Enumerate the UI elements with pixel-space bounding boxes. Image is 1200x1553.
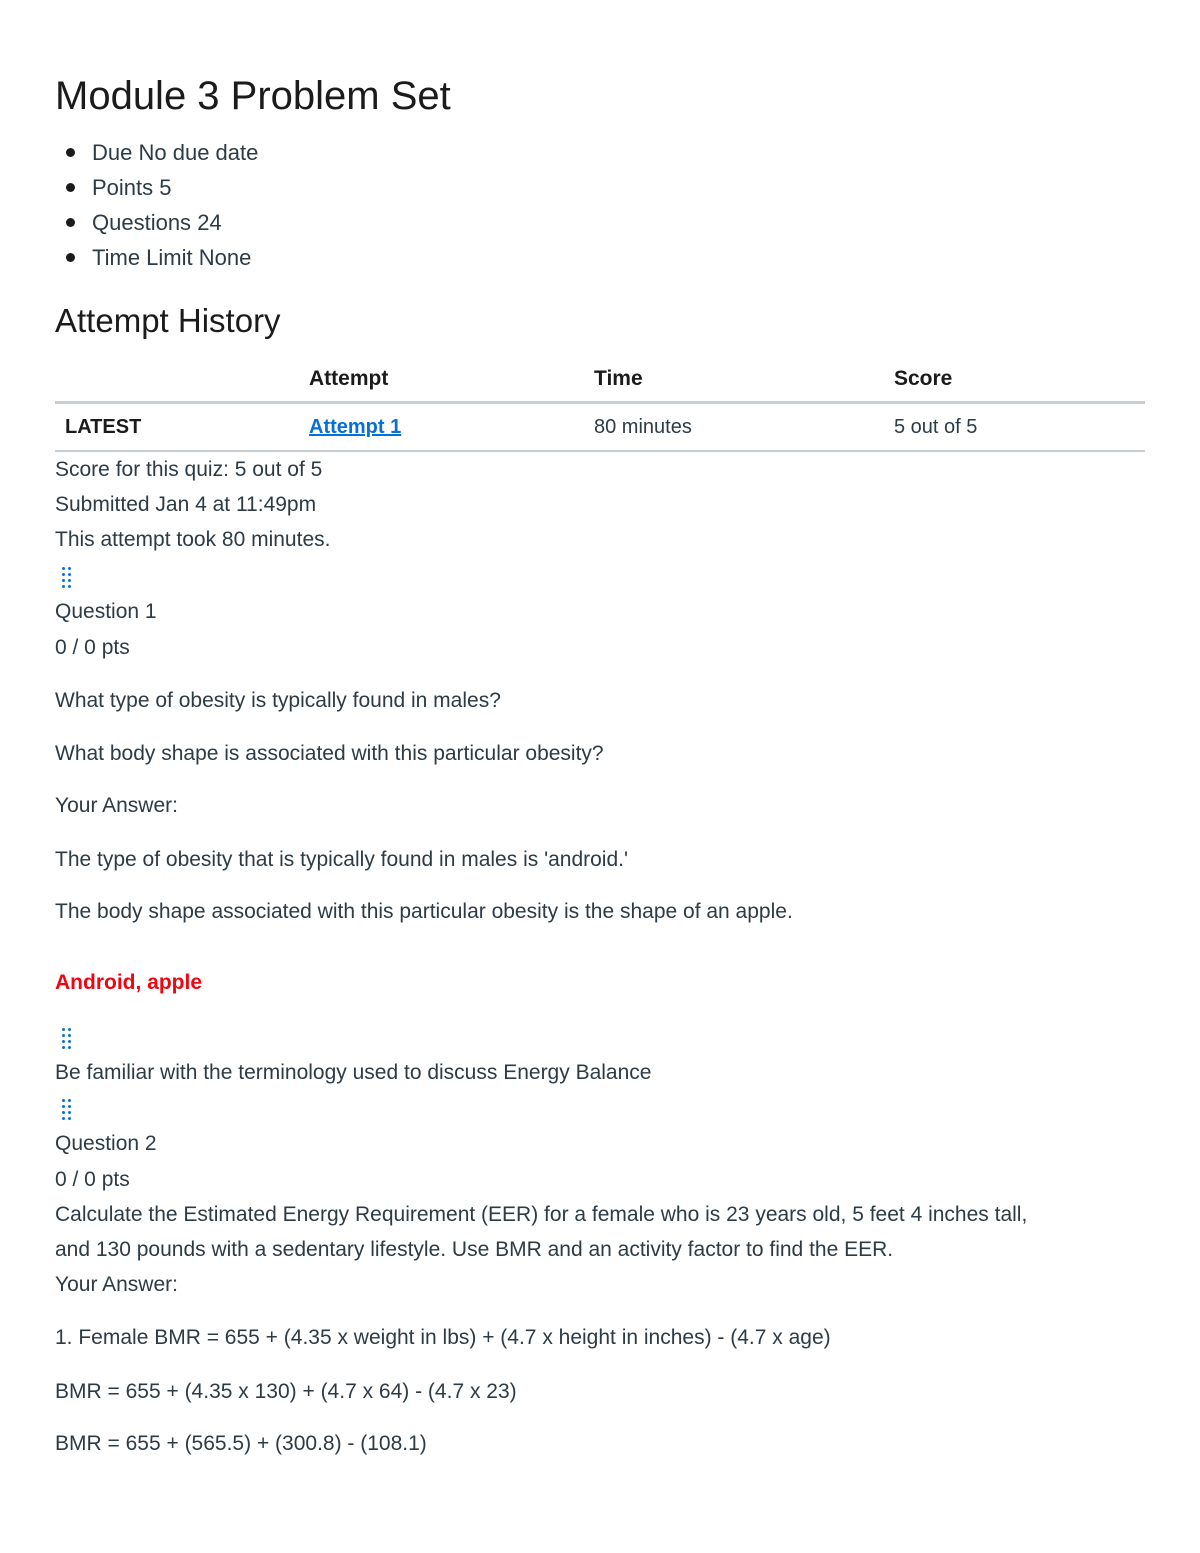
question-2-prompt-line-1: Calculate the Estimated Energy Requirement (EER) for a female who is 23 years old, 5 feet 4 inches tall,	[55, 1203, 1028, 1226]
question-2-answer-label: Your Answer:	[55, 1273, 178, 1296]
meta-value: 24	[197, 210, 222, 235]
question-2-step-1: 1. Female BMR = 655 + (4.35 x weight in lbs) + (4.7 x height in inches) - (4.7 x age)	[55, 1326, 831, 1349]
meta-questions	[55, 205, 258, 240]
meta-label: Time Limit	[92, 245, 193, 270]
question-1-answer-label: Your Answer:	[55, 794, 178, 817]
page-title: Module 3 Problem Set	[55, 74, 451, 118]
question-1-answer-2: The body shape associated with this particular obesity is the shape of an apple.	[55, 900, 793, 923]
meta-label: Due	[92, 140, 133, 165]
table-header-row	[55, 357, 1145, 403]
meta-due	[55, 135, 258, 170]
column-header-blank	[55, 357, 309, 403]
question-1-prompt-1: What type of obesity is typically found in males?	[55, 689, 501, 712]
duration-text: This attempt took 80 minutes.	[55, 528, 331, 551]
question-1-answer-1: The type of obesity that is typically found in males is 'android.'	[55, 848, 628, 871]
question-1-points: 0 / 0 pts	[55, 636, 130, 659]
column-header-time: Time	[594, 357, 894, 403]
meta-label: Points	[92, 175, 154, 200]
question-2-step-3: BMR = 655 + (565.5) + (300.8) - (108.1)	[55, 1432, 427, 1455]
question-2-points: 0 / 0 pts	[55, 1168, 130, 1191]
section-objective: Be familiar with the terminology used to discuss Energy Balance	[55, 1061, 652, 1084]
meta-time-limit	[55, 240, 258, 275]
question-1-title: Question 1	[55, 600, 157, 623]
column-header-score: Score	[894, 357, 1145, 403]
drag-handle-icon[interactable]	[61, 566, 73, 590]
drag-handle-icon[interactable]	[61, 1098, 73, 1122]
bullet-icon	[66, 253, 75, 262]
question-2-prompt-line-2: and 130 pounds with a sedentary lifestyle. Use BMR and an activity factor to find the EER.	[55, 1238, 894, 1261]
meta-value: No due date	[138, 140, 259, 165]
question-1-prompt-2: What body shape is associated with this particular obesity?	[55, 742, 604, 765]
question-2-title: Question 2	[55, 1132, 157, 1155]
meta-label: Questions	[92, 210, 192, 235]
question-1-answer-key: Android, apple	[55, 971, 202, 994]
attempt-history-heading: Attempt History	[55, 302, 281, 339]
meta-value: 5	[159, 175, 172, 200]
quiz-score-text: Score for this quiz: 5 out of 5	[55, 458, 323, 481]
column-header-attempt: Attempt	[309, 357, 594, 403]
quiz-meta-list	[55, 135, 258, 275]
table-row	[55, 403, 1145, 452]
drag-handle-icon[interactable]	[61, 1027, 73, 1051]
meta-value: None	[198, 245, 252, 270]
latest-tag: LATEST	[55, 403, 309, 452]
question-2-step-2: BMR = 655 + (4.35 x 130) + (4.7 x 64) - (4.7 x 23)	[55, 1380, 517, 1403]
time-cell: 80 minutes	[594, 403, 894, 452]
attempt-1-link[interactable]: Attempt 1	[309, 415, 402, 438]
attempt-cell	[309, 403, 594, 452]
bullet-icon	[66, 218, 75, 227]
attempt-history-table	[55, 357, 1145, 452]
bullet-icon	[66, 148, 75, 157]
submitted-text: Submitted Jan 4 at 11:49pm	[55, 493, 317, 516]
bullet-icon	[66, 183, 75, 192]
meta-points	[55, 170, 258, 205]
score-cell: 5 out of 5	[894, 403, 1145, 452]
